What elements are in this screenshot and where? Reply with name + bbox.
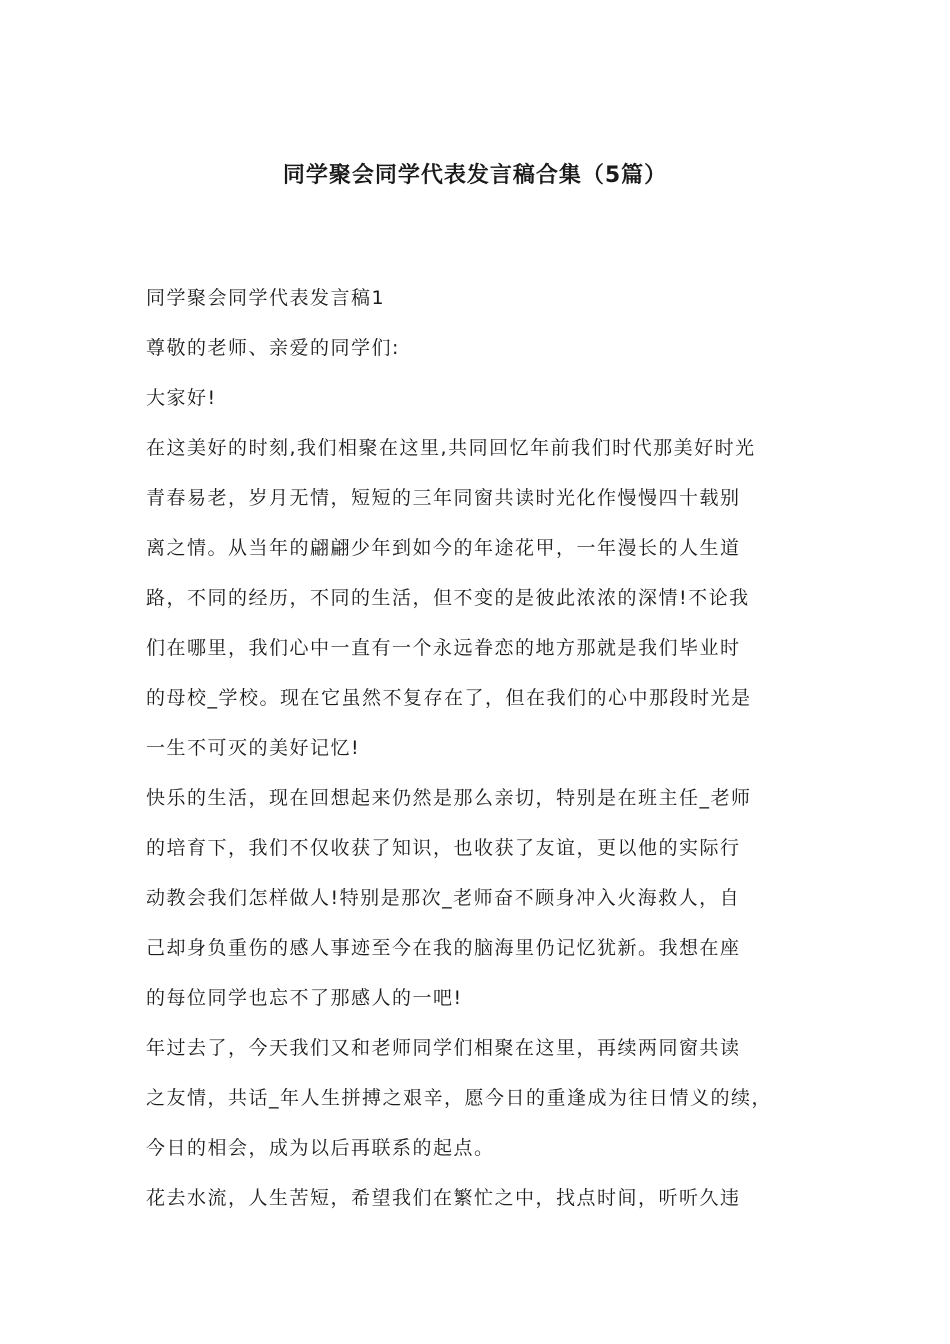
paragraph-line: 在这美好的时刻,我们相聚在这里,共同回忆年前我们时代那美好时光 — [146, 437, 756, 459]
paragraph-line: 今日的相会，成为以后再联系的起点。 — [146, 1137, 495, 1159]
paragraph-line: 快乐的生活，现在回想起来仍然是那么亲切，特别是在班主任_老师 — [146, 787, 752, 809]
paragraph-line: 们在哪里，我们心中一直有一个永远眷恋的地方那就是我们毕业时 — [146, 637, 741, 659]
salutation: 尊敬的老师、亲爱的同学们: — [146, 337, 400, 359]
paragraph-line: 花去水流，人生苦短，希望我们在繁忙之中，找点时间，听听久违 — [146, 1187, 741, 1209]
paragraph-line: 青春易老，岁月无情，短短的三年同窗共读时光化作慢慢四十载别 — [146, 487, 741, 509]
paragraph-line: 的培育下，我们不仅收获了知识，也收获了友谊，更以他的实际行 — [146, 837, 741, 859]
section-heading: 同学聚会同学代表发言稿1 — [146, 287, 386, 309]
paragraph-line: 己却身负重伤的感人事迹至今在我的脑海里仍记忆犹新。我想在座 — [146, 937, 741, 959]
paragraph-line: 动教会我们怎样做人!特别是那次_老师奋不顾身冲入火海救人，自 — [146, 887, 741, 909]
paragraph-line: 路，不同的经历，不同的生活，但不变的是彼此浓浓的深情!不论我 — [146, 587, 750, 609]
paragraph-line: 的母校_学校。现在它虽然不复存在了，但在我们的心中那段时光是 — [146, 687, 752, 709]
paragraph-line: 年过去了，今天我们又和老师同学们相聚在这里，再续两同窗共读 — [146, 1037, 741, 1059]
paragraph-line: 一生不可灭的美好记忆! — [146, 737, 361, 759]
greeting: 大家好! — [146, 387, 217, 409]
paragraph-line: 的每位同学也忘不了那感人的一吧! — [146, 987, 463, 1009]
document-title: 同学聚会同学代表发言稿合集（5篇） — [282, 163, 668, 188]
paragraph-line: 之友情，共话_年人生拼搏之艰辛，愿今日的重逢成为往日情义的续， — [146, 1087, 773, 1109]
paragraph-line: 离之情。从当年的翩翩少年到如今的年途花甲，一年漫长的人生道 — [146, 537, 741, 559]
